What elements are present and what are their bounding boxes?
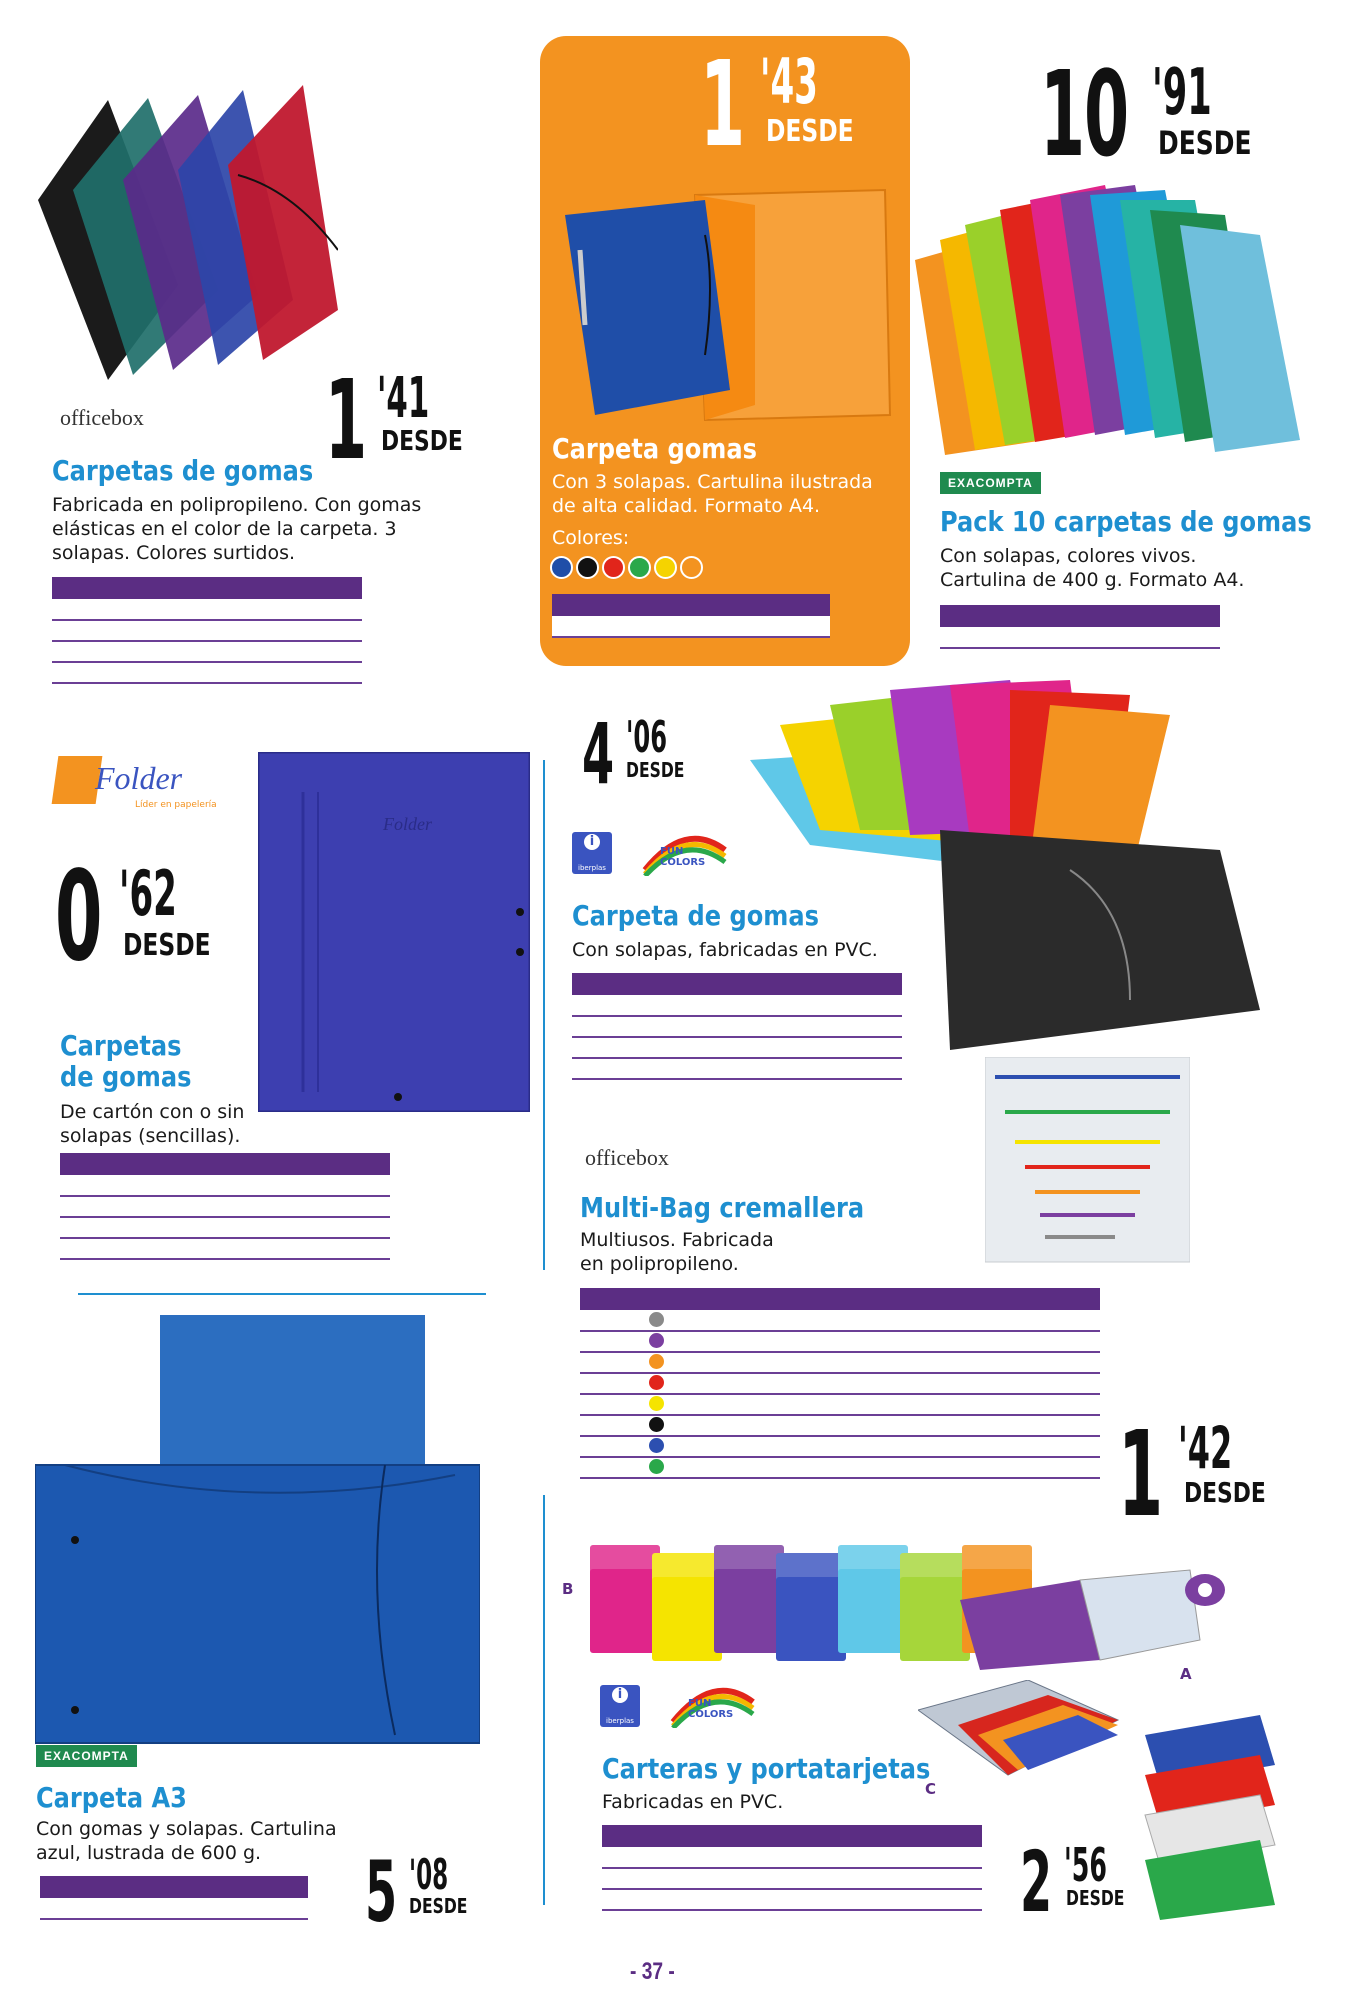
p6-cell bbox=[911, 1436, 974, 1457]
p6-description: Multiusos. Fabricada en polipropileno. bbox=[580, 1229, 774, 1275]
p8-table-row bbox=[602, 1868, 982, 1889]
wallet-item bbox=[590, 1545, 660, 1653]
color-code-dot bbox=[628, 556, 651, 579]
p3-cell bbox=[1150, 627, 1220, 648]
p1-cell bbox=[300, 620, 362, 641]
p1-table-row bbox=[52, 641, 362, 662]
p8-header-3 bbox=[830, 1825, 906, 1847]
color-dot-icon bbox=[649, 1438, 664, 1453]
p1-cell bbox=[238, 641, 300, 662]
p6-cell bbox=[974, 1394, 1037, 1415]
p8-cell bbox=[602, 1868, 678, 1889]
p6-table-row bbox=[580, 1415, 1100, 1436]
page-number: - 37 - bbox=[630, 1958, 675, 1985]
p2-cell bbox=[691, 616, 761, 637]
p8-description: Fabricadas en PVC. bbox=[602, 1791, 784, 1813]
color-code-dot bbox=[654, 556, 677, 579]
color-dot-icon bbox=[649, 1375, 664, 1390]
p5-funcolors-logo: FUN COLORS bbox=[640, 830, 730, 876]
p4-table-row bbox=[60, 1175, 390, 1196]
p4-cell bbox=[126, 1238, 192, 1259]
p1-cell bbox=[176, 662, 238, 683]
p1-header-2 bbox=[176, 577, 238, 599]
p4-cell bbox=[60, 1175, 126, 1196]
p4-cell bbox=[126, 1175, 192, 1196]
p8-cell bbox=[830, 1889, 906, 1910]
p5-title: Carpeta de gomas bbox=[572, 899, 819, 932]
p4-header-0 bbox=[60, 1153, 126, 1175]
p6-cell bbox=[974, 1415, 1037, 1436]
divider-horizontal-1 bbox=[78, 1293, 486, 1295]
p4-brand-logo: Folder Líder en papelería bbox=[55, 752, 225, 812]
p5-description: Con solapas, fabricadas en PVC. bbox=[572, 939, 878, 961]
p5-cell bbox=[842, 1037, 902, 1058]
p4-price-table bbox=[60, 1153, 390, 1260]
p5-cell-format bbox=[632, 995, 722, 1016]
p2-description: Con 3 solapas. Cartulina ilustrada de alta calidad. Formato A4. bbox=[552, 471, 873, 517]
p6-table-row bbox=[580, 1373, 1100, 1394]
p4-table-row bbox=[60, 1238, 390, 1259]
p1-header-4 bbox=[300, 577, 362, 599]
p6-price: 1 '42 DESDE bbox=[1118, 1405, 1266, 1543]
p6-title: Multi-Bag cremallera bbox=[580, 1191, 865, 1224]
p4-cell bbox=[324, 1238, 390, 1259]
p4-cell bbox=[258, 1196, 324, 1217]
p7-cell bbox=[174, 1898, 241, 1919]
p4-cell bbox=[192, 1175, 258, 1196]
p8-cell bbox=[678, 1868, 754, 1889]
p5-cell bbox=[722, 995, 782, 1016]
p6-cell bbox=[848, 1331, 911, 1352]
p3-header-0 bbox=[940, 605, 1010, 627]
wallet-item bbox=[838, 1545, 908, 1653]
p6-price-table bbox=[580, 1288, 1100, 1479]
p6-cell bbox=[848, 1415, 911, 1436]
color-dot-icon bbox=[649, 1354, 664, 1369]
p8-cell bbox=[678, 1847, 754, 1868]
p6-header-2 bbox=[848, 1288, 911, 1310]
p6-cell bbox=[974, 1457, 1037, 1478]
p5-cell-ref bbox=[572, 1016, 632, 1037]
p4-cell bbox=[60, 1238, 126, 1259]
p6-cell-model bbox=[643, 1352, 848, 1373]
p6-cell bbox=[974, 1310, 1037, 1331]
p1-cell bbox=[176, 641, 238, 662]
p5-brand-logo: i iberplas bbox=[572, 832, 612, 874]
p4-header-1 bbox=[126, 1153, 192, 1175]
p8-table-row bbox=[602, 1847, 982, 1868]
p5-cell bbox=[782, 1058, 842, 1079]
p1-product-image bbox=[38, 70, 338, 390]
p3-header-2 bbox=[1080, 605, 1150, 627]
p6-cell-model bbox=[643, 1331, 848, 1352]
p5-cell bbox=[722, 1058, 782, 1079]
p3-cell bbox=[1080, 627, 1150, 648]
p2-table-row bbox=[552, 616, 830, 637]
p5-cell-ref bbox=[572, 1037, 632, 1058]
color-dot-icon bbox=[649, 1333, 664, 1348]
p6-table-row bbox=[580, 1436, 1100, 1457]
p1-table-row bbox=[52, 599, 362, 620]
p7-cell bbox=[40, 1898, 107, 1919]
p3-title: Pack 10 carpetas de gomas bbox=[940, 505, 1312, 538]
p8-header-4 bbox=[906, 1825, 982, 1847]
p8-price-table bbox=[602, 1825, 982, 1911]
p1-brand-logo: officebox bbox=[60, 405, 144, 430]
p1-cell bbox=[176, 599, 238, 620]
color-code-dot bbox=[602, 556, 625, 579]
p6-cell bbox=[1037, 1415, 1100, 1436]
p2-cell bbox=[761, 616, 831, 637]
p4-cell bbox=[192, 1238, 258, 1259]
p5-cell bbox=[782, 1037, 842, 1058]
p5-header-2 bbox=[722, 973, 782, 995]
p6-cell bbox=[1037, 1457, 1100, 1478]
p3-brand-logo: EXACOMPTA bbox=[940, 472, 1041, 494]
p8-cell bbox=[830, 1847, 906, 1868]
p7-brand-logo: EXACOMPTA bbox=[36, 1745, 137, 1767]
p5-table-row bbox=[572, 995, 902, 1016]
p1-cell bbox=[52, 620, 114, 641]
p8-funcolors-logo: FUN COLORS bbox=[668, 1682, 758, 1728]
p5-table-row bbox=[572, 1058, 902, 1079]
p1-cell bbox=[114, 620, 176, 641]
p6-cell-ref bbox=[580, 1331, 643, 1352]
p3-product-image bbox=[905, 180, 1305, 460]
p5-cell bbox=[842, 995, 902, 1016]
p2-header-1 bbox=[622, 594, 692, 616]
p1-cell bbox=[114, 599, 176, 620]
p3-table-row bbox=[940, 627, 1220, 648]
p6-cell bbox=[848, 1352, 911, 1373]
p6-product-image bbox=[985, 1057, 1190, 1267]
p3-cell bbox=[1010, 627, 1080, 648]
p1-header-1 bbox=[114, 577, 176, 599]
p8-label-a: A bbox=[1180, 1665, 1192, 1683]
p1-cell bbox=[52, 641, 114, 662]
p4-cell bbox=[126, 1217, 192, 1238]
p7-table-row bbox=[40, 1898, 308, 1919]
p5-cell-ref bbox=[572, 995, 632, 1016]
p6-table-row bbox=[580, 1394, 1100, 1415]
p4-table-row bbox=[60, 1196, 390, 1217]
p8-cell bbox=[906, 1889, 982, 1910]
p2-price-table bbox=[552, 594, 830, 638]
p7-cell bbox=[107, 1898, 174, 1919]
p6-cell bbox=[911, 1352, 974, 1373]
p8-product-image-c bbox=[918, 1680, 1123, 1780]
p2-header-0 bbox=[552, 594, 622, 616]
wallet-item bbox=[714, 1545, 784, 1653]
p1-cell bbox=[114, 641, 176, 662]
p6-cell bbox=[974, 1436, 1037, 1457]
p1-cell bbox=[52, 662, 114, 683]
p4-cell bbox=[126, 1196, 192, 1217]
p6-brand-logo: officebox bbox=[585, 1145, 669, 1170]
p7-price-table bbox=[40, 1876, 308, 1920]
p4-cell bbox=[258, 1238, 324, 1259]
p4-cell bbox=[324, 1175, 390, 1196]
p8-cell bbox=[906, 1847, 982, 1868]
p6-cell bbox=[1037, 1352, 1100, 1373]
p7-description: Con gomas y solapas. Cartulina azul, lustrada de 600 g. bbox=[36, 1818, 337, 1864]
color-code-dot bbox=[680, 556, 703, 579]
p5-price-table bbox=[572, 973, 902, 1080]
p6-cell bbox=[1037, 1436, 1100, 1457]
p1-cell bbox=[52, 599, 114, 620]
p6-cell bbox=[911, 1331, 974, 1352]
p6-table-row bbox=[580, 1352, 1100, 1373]
p1-cell bbox=[176, 620, 238, 641]
p3-header-1 bbox=[1010, 605, 1080, 627]
p8-cell bbox=[754, 1889, 830, 1910]
p1-cell bbox=[114, 662, 176, 683]
p3-price-table bbox=[940, 605, 1220, 649]
p6-cell bbox=[848, 1310, 911, 1331]
p5-cell bbox=[782, 1016, 842, 1037]
p5-header-1 bbox=[632, 973, 722, 995]
p6-cell-model bbox=[643, 1436, 848, 1457]
p4-header-4 bbox=[324, 1153, 390, 1175]
p6-cell-model bbox=[643, 1373, 848, 1394]
p6-cell bbox=[1037, 1373, 1100, 1394]
p6-cell bbox=[911, 1394, 974, 1415]
wallet-item bbox=[652, 1553, 722, 1661]
p6-cell-ref bbox=[580, 1373, 643, 1394]
p6-header-0 bbox=[580, 1288, 643, 1310]
color-dot-icon bbox=[649, 1396, 664, 1411]
p4-cell bbox=[60, 1217, 126, 1238]
p1-cell bbox=[238, 662, 300, 683]
p6-cell bbox=[848, 1373, 911, 1394]
p6-cell bbox=[911, 1310, 974, 1331]
p1-header-3 bbox=[238, 577, 300, 599]
color-dot-icon bbox=[649, 1459, 664, 1474]
p1-header-0 bbox=[52, 577, 114, 599]
p6-header-1 bbox=[643, 1288, 848, 1310]
p4-table-row bbox=[60, 1217, 390, 1238]
p6-cell-ref bbox=[580, 1310, 643, 1331]
p6-header-5 bbox=[1037, 1288, 1100, 1310]
p5-table-row bbox=[572, 1037, 902, 1058]
p1-table-row bbox=[52, 620, 362, 641]
p4-product-image: Folder bbox=[258, 752, 530, 1112]
p8-header-0 bbox=[602, 1825, 678, 1847]
p8-cell bbox=[906, 1868, 982, 1889]
p2-header-3 bbox=[761, 594, 831, 616]
p4-cell bbox=[192, 1196, 258, 1217]
p4-cell bbox=[324, 1196, 390, 1217]
p5-header-4 bbox=[842, 973, 902, 995]
p6-cell-model bbox=[643, 1310, 848, 1331]
p4-title: Carpetas de gomas bbox=[60, 1029, 192, 1093]
p4-cell bbox=[258, 1175, 324, 1196]
p4-cell bbox=[192, 1217, 258, 1238]
p3-price: 10 '91 DESDE bbox=[1040, 45, 1252, 183]
p1-cell bbox=[238, 599, 300, 620]
p2-cell bbox=[552, 616, 622, 637]
color-dot-icon bbox=[649, 1417, 664, 1432]
p6-header-4 bbox=[974, 1288, 1037, 1310]
p8-brand-logo: i iberplas bbox=[600, 1685, 640, 1727]
p5-header-3 bbox=[782, 973, 842, 995]
p8-table-row bbox=[602, 1889, 982, 1910]
p3-header-3 bbox=[1150, 605, 1220, 627]
p8-cell bbox=[602, 1889, 678, 1910]
p8-label-c: C bbox=[925, 1780, 937, 1798]
p5-cell bbox=[842, 1016, 902, 1037]
p8-header-2 bbox=[754, 1825, 830, 1847]
p3-description: Con solapas, colores vivos. Cartulina de 400 g. Formato A4. bbox=[940, 545, 1245, 591]
p6-cell bbox=[848, 1457, 911, 1478]
p2-header-2 bbox=[691, 594, 761, 616]
p7-header-2 bbox=[174, 1876, 241, 1898]
p8-cell bbox=[830, 1868, 906, 1889]
p1-description: Fabricada en polipropileno. Con gomas elásticas en el color de la carpeta. 3 solapas. Colores surtidos. bbox=[52, 494, 422, 564]
p6-table-row bbox=[580, 1310, 1100, 1331]
p8-cell bbox=[754, 1868, 830, 1889]
p6-table-row bbox=[580, 1457, 1100, 1478]
p6-cell bbox=[911, 1415, 974, 1436]
p5-cell-format bbox=[632, 1058, 722, 1079]
p7-cell bbox=[241, 1898, 308, 1919]
p6-cell-ref bbox=[580, 1436, 643, 1457]
p7-header-0 bbox=[40, 1876, 107, 1898]
p6-cell bbox=[1037, 1331, 1100, 1352]
p2-title: Carpeta gomas bbox=[552, 432, 757, 465]
p7-price: 5 '08 DESDE bbox=[365, 1843, 468, 1941]
p1-price-table bbox=[52, 577, 362, 684]
p8-header-1 bbox=[678, 1825, 754, 1847]
p4-header-3 bbox=[258, 1153, 324, 1175]
p1-cell bbox=[300, 641, 362, 662]
p6-cell-ref bbox=[580, 1352, 643, 1373]
p8-cell bbox=[602, 1847, 678, 1868]
p7-product-image bbox=[35, 1315, 480, 1745]
p4-cell bbox=[258, 1217, 324, 1238]
p5-cell bbox=[782, 995, 842, 1016]
p4-cell bbox=[324, 1217, 390, 1238]
p5-cell-format bbox=[632, 1037, 722, 1058]
p6-cell bbox=[848, 1436, 911, 1457]
p2-product-image bbox=[555, 175, 900, 425]
p1-title: Carpetas de gomas bbox=[52, 454, 314, 487]
color-code-dot bbox=[550, 556, 573, 579]
p6-cell-model bbox=[643, 1415, 848, 1436]
p6-cell bbox=[1037, 1310, 1100, 1331]
p4-header-2 bbox=[192, 1153, 258, 1175]
p8-product-image-a bbox=[960, 1560, 1230, 1670]
p6-cell-ref bbox=[580, 1415, 643, 1436]
p6-header-3 bbox=[911, 1288, 974, 1310]
divider-vertical-2 bbox=[543, 1495, 545, 1905]
p6-cell-model bbox=[643, 1394, 848, 1415]
p5-cell-ref bbox=[572, 1058, 632, 1079]
wallet-item bbox=[776, 1553, 846, 1661]
p7-header-3 bbox=[241, 1876, 308, 1898]
p5-header-0 bbox=[572, 973, 632, 995]
p6-cell-model bbox=[643, 1457, 848, 1478]
p6-table-row bbox=[580, 1331, 1100, 1352]
p1-cell bbox=[238, 620, 300, 641]
p1-cell bbox=[300, 662, 362, 683]
p6-cell-ref bbox=[580, 1457, 643, 1478]
p7-title: Carpeta A3 bbox=[36, 1781, 187, 1814]
p4-price: 0 '62 DESDE bbox=[55, 845, 211, 989]
p6-cell bbox=[848, 1394, 911, 1415]
color-code-dot bbox=[576, 556, 599, 579]
p8-cell bbox=[678, 1889, 754, 1910]
p8-product-image-cardholders bbox=[1140, 1715, 1280, 1925]
p8-label-b: B bbox=[562, 1580, 574, 1598]
divider-vertical-1 bbox=[543, 760, 545, 1270]
p4-description: De cartón con o sin solapas (sencillas). bbox=[60, 1101, 245, 1147]
p6-cell bbox=[974, 1352, 1037, 1373]
p5-cell bbox=[722, 1037, 782, 1058]
p2-price: 1 '43 DESDE bbox=[700, 35, 854, 173]
p5-table-row bbox=[572, 1016, 902, 1037]
p5-price: 4 '06 DESDE bbox=[582, 705, 685, 803]
p6-cell bbox=[911, 1457, 974, 1478]
p5-cell-format bbox=[632, 1016, 722, 1037]
p8-price: 2 '56 DESDE bbox=[1020, 1833, 1125, 1931]
p4-cell bbox=[60, 1196, 126, 1217]
p1-cell bbox=[300, 599, 362, 620]
p5-cell bbox=[722, 1016, 782, 1037]
p5-cell bbox=[842, 1058, 902, 1079]
p1-price: 1 '41 DESDE bbox=[325, 356, 463, 484]
p2-color-codes bbox=[550, 556, 706, 583]
color-dot-icon bbox=[649, 1312, 664, 1327]
p3-cell bbox=[940, 627, 1010, 648]
p6-cell-ref bbox=[580, 1394, 643, 1415]
p2-colors-label: Colores: bbox=[552, 527, 630, 549]
p6-cell bbox=[974, 1331, 1037, 1352]
p8-title: Carteras y portatarjetas bbox=[602, 1752, 931, 1785]
p6-cell bbox=[911, 1373, 974, 1394]
p6-cell bbox=[974, 1373, 1037, 1394]
p7-header-1 bbox=[107, 1876, 174, 1898]
p2-cell bbox=[622, 616, 692, 637]
p6-cell bbox=[1037, 1394, 1100, 1415]
p1-table-row bbox=[52, 662, 362, 683]
p8-cell bbox=[754, 1847, 830, 1868]
